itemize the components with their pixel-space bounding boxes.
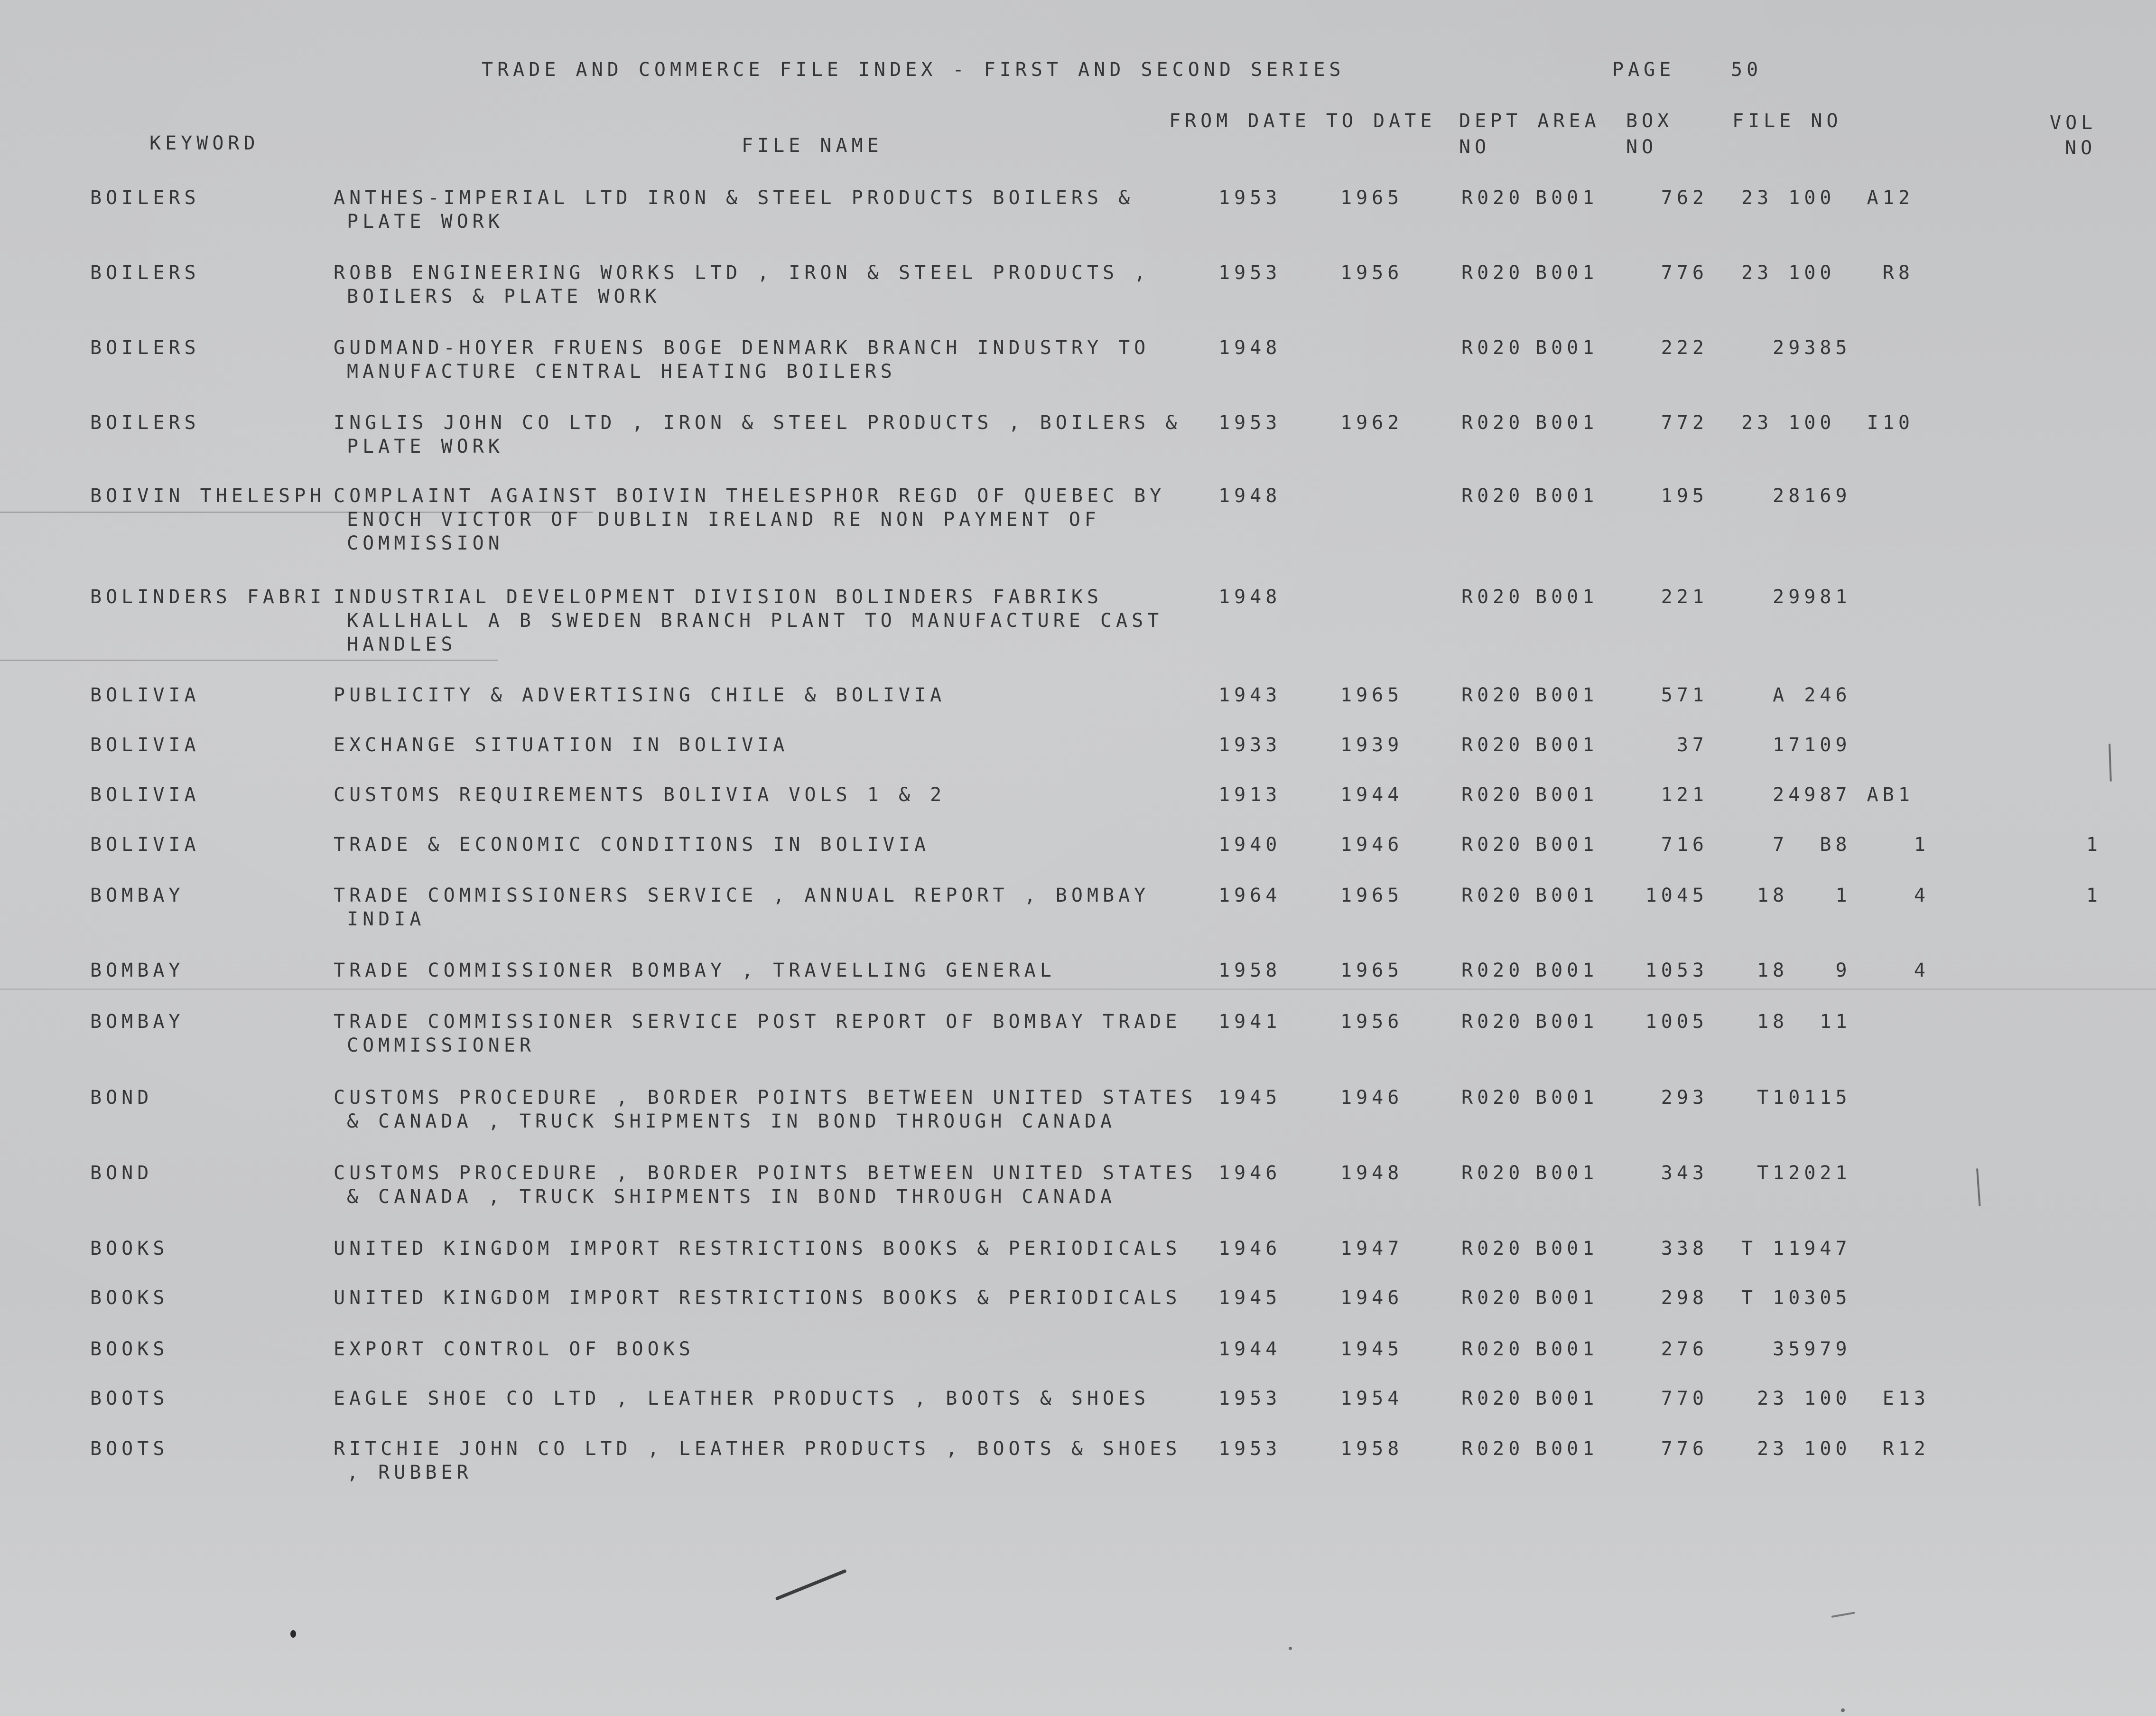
to-date-cell: 1965 (1340, 684, 1403, 706)
box-cell: 222 (1661, 337, 1708, 359)
file-name-cell (334, 959, 1056, 982)
keyword-cell: BOOTS (90, 1438, 169, 1460)
file-no-cell: 23 100 E13 (1741, 1388, 1930, 1409)
from-date-cell: 1953 (1218, 412, 1282, 434)
file-name-cell (334, 733, 789, 757)
to-date-cell: 1962 (1340, 412, 1403, 434)
box-cell: 1053 (1645, 960, 1708, 981)
area-cell: B001 (1535, 1087, 1598, 1109)
file-no-cell: 29981 (1741, 586, 1851, 608)
keyword-cell: BOILERS (90, 337, 200, 359)
area-cell: B001 (1535, 586, 1598, 608)
file-no-cell: A 246 (1741, 684, 1851, 706)
to-date-cell: 1956 (1340, 262, 1403, 284)
from-date-cell: 1940 (1218, 834, 1282, 856)
file-name-line: CUSTOMS PROCEDURE , BORDER POINTS BETWEEN UNITED STATES (334, 1087, 1197, 1109)
dept-cell: R020 (1461, 412, 1524, 434)
film-scratch (775, 1569, 847, 1600)
dept-cell: R020 (1461, 1338, 1524, 1360)
scan-line (0, 660, 498, 661)
keyword-cell: BOLIVIA (90, 684, 200, 706)
file-name-line: BOILERS & PLATE WORK (347, 286, 661, 308)
file-no-cell: 18 1 4 (1741, 885, 1930, 906)
keyword-cell: BOOKS (90, 1287, 169, 1309)
dept-cell: R020 (1461, 337, 1524, 359)
file-name-line: COMMISSION (347, 532, 504, 554)
area-cell: B001 (1535, 1388, 1598, 1409)
film-speck (1841, 1708, 1845, 1712)
file-name-line: CUSTOMS PROCEDURE , BORDER POINTS BETWEEN UNITED STATES (334, 1162, 1197, 1184)
box-cell: 571 (1661, 684, 1708, 706)
column-header-dept-no: NO (1459, 136, 1491, 158)
box-cell: 776 (1661, 1438, 1708, 1460)
box-cell: 121 (1661, 784, 1708, 806)
file-name-line: UNITED KINGDOM IMPORT RESTRICTIONS BOOKS & PERIODICALS (334, 1238, 1181, 1259)
file-name-cell (334, 336, 1150, 383)
box-cell: 1005 (1645, 1011, 1708, 1033)
area-cell: B001 (1535, 684, 1598, 706)
file-name-cell (334, 833, 930, 857)
file-no-cell: 35979 (1741, 1338, 1851, 1360)
file-name-cell (334, 1387, 1150, 1410)
file-name-line: PLATE WORK (347, 436, 504, 457)
from-date-cell: 1913 (1218, 784, 1282, 806)
file-name-cell (334, 783, 946, 807)
area-cell: B001 (1535, 784, 1598, 806)
dept-cell: R020 (1461, 885, 1524, 906)
column-header-file-no: FILE NO (1732, 110, 1842, 132)
scan-line (0, 989, 2156, 990)
file-name-line: EAGLE SHOE CO LTD , LEATHER PRODUCTS , BOOTS & SHOES (334, 1388, 1150, 1409)
area-cell: B001 (1535, 1162, 1598, 1184)
file-name-line: ANTHES-IMPERIAL LTD IRON & STEEL PRODUCTS BOILERS & (334, 187, 1134, 209)
area-cell: B001 (1535, 337, 1598, 359)
file-no-cell: 23 100 A12 (1741, 187, 1914, 209)
keyword-cell: BOND (90, 1162, 153, 1184)
area-cell: B001 (1535, 187, 1598, 209)
file-no-cell: 23 100 I10 (1741, 412, 1914, 434)
file-name-cell (334, 683, 946, 707)
film-scratch (2109, 744, 2112, 782)
film-speck (290, 1630, 296, 1638)
file-name-cell (334, 884, 1150, 931)
file-name-line: EXPORT CONTROL OF BOOKS (334, 1338, 695, 1360)
keyword-cell: BOMBAY (90, 960, 185, 981)
keyword-cell: BOILERS (90, 187, 200, 209)
file-name-cell (334, 1010, 1181, 1057)
dept-cell: R020 (1461, 684, 1524, 706)
file-name-cell (334, 1286, 1181, 1310)
dept-cell: R020 (1461, 1388, 1524, 1409)
column-header-vol-no: NO (2065, 137, 2097, 159)
from-date-cell: 1945 (1218, 1287, 1282, 1309)
area-cell: B001 (1535, 412, 1598, 434)
to-date-cell: 1965 (1340, 187, 1403, 209)
file-name-cell (334, 1337, 695, 1361)
column-header-from-to-date: FROM DATE TO DATE (1169, 110, 1436, 132)
to-date-cell: 1956 (1340, 1011, 1403, 1033)
file-name-cell (334, 411, 1181, 458)
file-name-line: HANDLES (347, 634, 457, 655)
keyword-cell: BOND (90, 1087, 153, 1109)
to-date-cell: 1965 (1340, 885, 1403, 906)
vol-cell: 1 (2086, 834, 2102, 856)
from-date-cell: 1958 (1218, 960, 1282, 981)
box-cell: 298 (1661, 1287, 1708, 1309)
to-date-cell: 1958 (1340, 1438, 1403, 1460)
file-name-line: CUSTOMS REQUIREMENTS BOLIVIA VOLS 1 & 2 (334, 784, 946, 806)
box-cell: 276 (1661, 1338, 1708, 1360)
file-name-line: PUBLICITY & ADVERTISING CHILE & BOLIVIA (334, 684, 946, 706)
file-name-line: KALLHALL A B SWEDEN BRANCH PLANT TO MANUFACTURE CAST (347, 610, 1163, 632)
from-date-cell: 1944 (1218, 1338, 1282, 1360)
file-name-cell (334, 484, 1165, 555)
area-cell: B001 (1535, 1438, 1598, 1460)
dept-cell: R020 (1461, 1287, 1524, 1309)
file-name-line: EXCHANGE SITUATION IN BOLIVIA (334, 734, 789, 756)
keyword-cell: BOLIVIA (90, 834, 200, 856)
file-name-cell (334, 1086, 1197, 1133)
file-no-cell: T10115 (1741, 1087, 1851, 1109)
file-name-line: INGLIS JOHN CO LTD , IRON & STEEL PRODUCTS , BOILERS & (334, 412, 1181, 434)
report-title: TRADE AND COMMERCE FILE INDEX - FIRST AND SECOND SERIES (482, 59, 1345, 81)
from-date-cell: 1948 (1218, 337, 1282, 359)
area-cell: B001 (1535, 1287, 1598, 1309)
keyword-cell: BOLINDERS FABRI (90, 586, 326, 608)
dept-cell: R020 (1461, 485, 1524, 507)
file-name-cell (334, 1237, 1181, 1260)
box-cell: 37 (1676, 734, 1708, 756)
from-date-cell: 1953 (1218, 1438, 1282, 1460)
file-name-line: GUDMAND-HOYER FRUENS BOGE DENMARK BRANCH INDUSTRY TO (334, 337, 1150, 359)
film-scratch (1831, 1612, 1855, 1618)
dept-cell: R020 (1461, 834, 1524, 856)
keyword-cell: BOMBAY (90, 1011, 185, 1033)
file-no-cell: 28169 (1741, 485, 1851, 507)
file-no-cell: 24987 AB1 (1741, 784, 1914, 806)
file-name-line: & CANADA , TRUCK SHIPMENTS IN BOND THROUGH CANADA (347, 1186, 1116, 1208)
keyword-cell: BOMBAY (90, 885, 185, 906)
file-name-line: COMMISSIONER (347, 1035, 535, 1056)
keyword-cell: BOOKS (90, 1338, 169, 1360)
from-date-cell: 1945 (1218, 1087, 1282, 1109)
vol-cell: 1 (2086, 885, 2102, 906)
keyword-cell: BOLIVIA (90, 734, 200, 756)
from-date-cell: 1953 (1218, 1388, 1282, 1409)
keyword-cell: BOOTS (90, 1388, 169, 1409)
file-name-line: , RUBBER (347, 1462, 473, 1483)
file-name-line: RITCHIE JOHN CO LTD , LEATHER PRODUCTS , BOOTS & SHOES (334, 1438, 1181, 1460)
file-name-line: TRADE COMMISSIONERS SERVICE , ANNUAL REPORT , BOMBAY (334, 885, 1150, 906)
film-speck (1289, 1647, 1292, 1650)
dept-cell: R020 (1461, 187, 1524, 209)
film-scratch (1976, 1168, 1981, 1206)
file-name-line: INDUSTRIAL DEVELOPMENT DIVISION BOLINDERS FABRIKS (334, 586, 1103, 608)
to-date-cell: 1946 (1340, 1287, 1403, 1309)
page-number: 50 (1731, 59, 1763, 81)
file-name-cell (334, 1437, 1181, 1484)
box-cell: 770 (1661, 1388, 1708, 1409)
area-cell: B001 (1535, 734, 1598, 756)
file-no-cell: T 10305 (1741, 1287, 1851, 1309)
area-cell: B001 (1535, 485, 1598, 507)
file-name-line: UNITED KINGDOM IMPORT RESTRICTIONS BOOKS & PERIODICALS (334, 1287, 1181, 1309)
file-no-cell: 18 9 4 (1741, 960, 1930, 981)
keyword-cell: BOOKS (90, 1238, 169, 1259)
column-header-file-name: FILE NAME (742, 135, 883, 157)
dept-cell: R020 (1461, 784, 1524, 806)
area-cell: B001 (1535, 885, 1598, 906)
keyword-cell: BOLIVIA (90, 784, 200, 806)
column-header-keyword: KEYWORD (149, 132, 260, 154)
file-name-cell (334, 1161, 1197, 1209)
file-name-line: PLATE WORK (347, 211, 504, 233)
file-name-line: INDIA (347, 908, 426, 930)
to-date-cell: 1945 (1340, 1338, 1403, 1360)
file-no-cell: 18 11 (1741, 1011, 1851, 1033)
dept-cell: R020 (1461, 1438, 1524, 1460)
file-no-cell: T12021 (1741, 1162, 1851, 1184)
file-no-cell: 29385 (1741, 337, 1851, 359)
box-cell: 338 (1661, 1238, 1708, 1259)
box-cell: 762 (1661, 187, 1708, 209)
from-date-cell: 1946 (1218, 1238, 1282, 1259)
dept-cell: R020 (1461, 1238, 1524, 1259)
from-date-cell: 1948 (1218, 586, 1282, 608)
box-cell: 221 (1661, 586, 1708, 608)
dept-cell: R020 (1461, 960, 1524, 981)
box-cell: 1045 (1645, 885, 1708, 906)
box-cell: 343 (1661, 1162, 1708, 1184)
keyword-cell: BOIVIN THELESPH (90, 485, 326, 507)
to-date-cell: 1939 (1340, 734, 1403, 756)
file-name-line: ROBB ENGINEERING WORKS LTD , IRON & STEEL PRODUCTS , (334, 262, 1150, 284)
to-date-cell: 1948 (1340, 1162, 1403, 1184)
file-name-cell (334, 261, 1150, 308)
keyword-cell: BOILERS (90, 262, 200, 284)
column-header-box: BOX (1626, 110, 1673, 132)
file-no-cell: 23 100 R8 (1741, 262, 1914, 284)
to-date-cell: 1944 (1340, 784, 1403, 806)
area-cell: B001 (1535, 262, 1598, 284)
from-date-cell: 1953 (1218, 187, 1282, 209)
dept-cell: R020 (1461, 734, 1524, 756)
file-name-line: MANUFACTURE CENTRAL HEATING BOILERS (347, 361, 896, 382)
box-cell: 716 (1661, 834, 1708, 856)
from-date-cell: 1933 (1218, 734, 1282, 756)
to-date-cell: 1965 (1340, 960, 1403, 981)
from-date-cell: 1941 (1218, 1011, 1282, 1033)
file-name-line: TRADE & ECONOMIC CONDITIONS IN BOLIVIA (334, 834, 930, 856)
file-no-cell: T 11947 (1741, 1238, 1851, 1259)
to-date-cell: 1946 (1340, 1087, 1403, 1109)
area-cell: B001 (1535, 1338, 1598, 1360)
file-name-line: & CANADA , TRUCK SHIPMENTS IN BOND THROUGH CANADA (347, 1110, 1116, 1132)
area-cell: B001 (1535, 1011, 1598, 1033)
file-name-cell (334, 585, 1163, 656)
keyword-cell: BOILERS (90, 412, 200, 434)
area-cell: B001 (1535, 834, 1598, 856)
dept-cell: R020 (1461, 1011, 1524, 1033)
dept-cell: R020 (1461, 262, 1524, 284)
file-no-cell: 23 100 R12 (1741, 1438, 1930, 1460)
dept-cell: R020 (1461, 1162, 1524, 1184)
dept-cell: R020 (1461, 586, 1524, 608)
from-date-cell: 1964 (1218, 885, 1282, 906)
file-name-line: COMPLAINT AGAINST BOIVIN THELESPHOR REGD OF QUEBEC BY (334, 485, 1166, 507)
dept-cell: R020 (1461, 1087, 1524, 1109)
area-cell: B001 (1535, 960, 1598, 981)
to-date-cell: 1954 (1340, 1388, 1403, 1409)
box-cell: 776 (1661, 262, 1708, 284)
file-no-cell: 7 B8 1 (1741, 834, 1930, 856)
file-name-line: ENOCH VICTOR OF DUBLIN IRELAND RE NON PAYMENT OF (347, 509, 1100, 531)
file-name-cell (334, 186, 1134, 233)
from-date-cell: 1943 (1218, 684, 1282, 706)
file-name-line: TRADE COMMISSIONER SERVICE POST REPORT OF BOMBAY TRADE (334, 1011, 1181, 1033)
area-cell: B001 (1535, 1238, 1598, 1259)
column-header-box-no: NO (1626, 136, 1658, 158)
file-no-cell: 17109 (1741, 734, 1851, 756)
to-date-cell: 1946 (1340, 834, 1403, 856)
column-header-vol: VOL (2050, 112, 2097, 134)
from-date-cell: 1948 (1218, 485, 1282, 507)
box-cell: 195 (1661, 485, 1708, 507)
box-cell: 772 (1661, 412, 1708, 434)
from-date-cell: 1946 (1218, 1162, 1282, 1184)
column-header-dept-area: DEPT AREA (1459, 110, 1600, 132)
box-cell: 293 (1661, 1087, 1708, 1109)
from-date-cell: 1953 (1218, 262, 1282, 284)
page-label: PAGE (1612, 59, 1675, 81)
to-date-cell: 1947 (1340, 1238, 1403, 1259)
file-name-line: TRADE COMMISSIONER BOMBAY , TRAVELLING GENERAL (334, 960, 1056, 981)
